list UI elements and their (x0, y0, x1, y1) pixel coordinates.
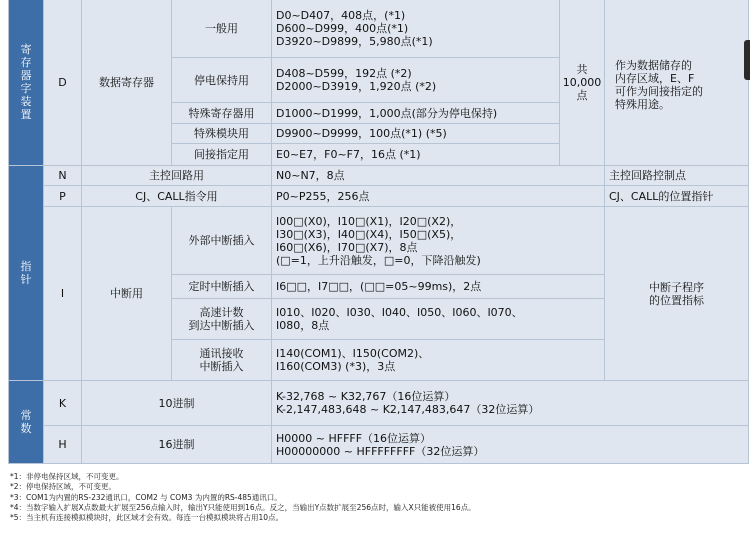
pointer-n-symbol: N (44, 166, 82, 186)
pointer-row-external (9, 207, 749, 275)
pointer-range-external: I00□(X0)，I10□(X1)，I20□(X2)， I30□(X3)，I40□(X4)，I50□(X5)， I60□(X6)，I70□(X7)，8点 (□=1，上升沿触发，□=0，下降沿触发) (272, 207, 605, 275)
footnote-1: *1：非停电保持区域，不可变更。 (10, 472, 124, 481)
pointer-row-p (9, 186, 749, 207)
register-usage: 作为数据储存的 内存区域，E、F 可作为间接指定的 特殊用途。 (605, 0, 749, 166)
register-symbol: D (44, 0, 82, 166)
constant-row-h (9, 426, 749, 464)
pointer-type-comm: 通讯接收 中断插入 (172, 340, 272, 381)
register-type-module: 特殊模块用 (172, 124, 272, 144)
footnote-4: *4：当数字输入扩展X点数最大扩展至256点输入时，输出Y只能使用到16点。反之，当输出Y点数扩展至256点时，输入X只能被使用16点。 (10, 502, 476, 512)
register-type-special: 特殊寄存器用 (172, 103, 272, 124)
scroll-edge-indicator (744, 40, 750, 80)
constant-k-name: 10进制 (82, 381, 272, 426)
pointer-n-usage: 主控回路控制点 (605, 166, 749, 186)
constant-k-symbol: K (44, 381, 82, 426)
register-row-general (9, 0, 749, 58)
register-name: 数据寄存器 (82, 0, 172, 166)
pointer-range-comm: I140(COM1)、I150(COM2)、 I160(COM3) (*3)，3点 (272, 340, 605, 381)
constant-section-label: 常 数 (9, 381, 44, 464)
constant-h-name: 16进制 (82, 426, 272, 464)
register-range-index: E0~E7，F0~F7，16点 (*1) (272, 144, 560, 166)
pointer-p-name: CJ、CALL指令用 (82, 186, 272, 207)
pointer-i-name: 中断用 (82, 207, 172, 381)
footnote-3: *3：COM1为内置的RS-232通讯口，COM2 与 COM3 为内置的RS-485通讯口。 (10, 492, 282, 502)
pointer-p-symbol: P (44, 186, 82, 207)
pointer-type-counter: 高速计数 到达中断插入 (172, 299, 272, 340)
register-total: 共 10,000 点 (560, 0, 605, 166)
pointer-range-timer: I6□□，I7□□，(□□=05~99ms)，2点 (272, 275, 605, 299)
pointer-i-usage: 中断子程序 的位置指标 (605, 207, 749, 381)
register-range-special: D1000~D1999，1,000点(部分为停电保持) (272, 103, 560, 124)
constant-h-symbol: H (44, 426, 82, 464)
pointer-p-range: P0~P255，256点 (272, 186, 605, 207)
footnotes (10, 472, 740, 523)
pointer-p-usage: CJ、CALL的位置指针 (605, 186, 749, 207)
pointer-range-counter: I010、I020、I030、I040、I050、I060、I070、 I080，8点 (272, 299, 605, 340)
pointer-i-symbol: I (44, 207, 82, 381)
register-type-index: 间接指定用 (172, 144, 272, 166)
register-type-retentive: 停电保持用 (172, 58, 272, 103)
pointer-row-n (9, 166, 749, 186)
register-section-label: 寄 存 器 字 装 置 (9, 0, 44, 166)
pointer-n-range: N0~N7，8点 (272, 166, 605, 186)
register-range-retentive: D408~D599，192点 (*2) D2000~D3919，1,920点 (*2) (272, 58, 560, 103)
constant-k-range: K-32,768 ~ K32,767（16位运算） K-2,147,483,648 ~ K2,147,483,647（32位运算） (272, 381, 749, 426)
register-type-general: 一般用 (172, 0, 272, 58)
pointer-n-name: 主控回路用 (82, 166, 272, 186)
device-spec-table (8, 0, 749, 464)
pointer-type-external: 外部中断插入 (172, 207, 272, 275)
constant-row-k (9, 381, 749, 426)
register-range-module: D9900~D9999，100点(*1) (*5) (272, 124, 560, 144)
footnote-5: *5：当主机有连接模拟模块时，此区域才会有效。每连一台模拟模块将占用10点。 (10, 513, 284, 523)
register-range-general: D0~D407，408点，(*1) D600~D999，400点(*1) D3920~D9899，5,980点(*1) (272, 0, 560, 58)
pointer-type-timer: 定时中断插入 (172, 275, 272, 299)
pointer-section-label: 指 针 (9, 166, 44, 381)
footnote-2: *2：停电保持区域，不可变更。 (10, 482, 117, 492)
constant-h-range: H0000 ~ HFFFF（16位运算） H00000000 ~ HFFFFFFFF（32位运算） (272, 426, 749, 464)
